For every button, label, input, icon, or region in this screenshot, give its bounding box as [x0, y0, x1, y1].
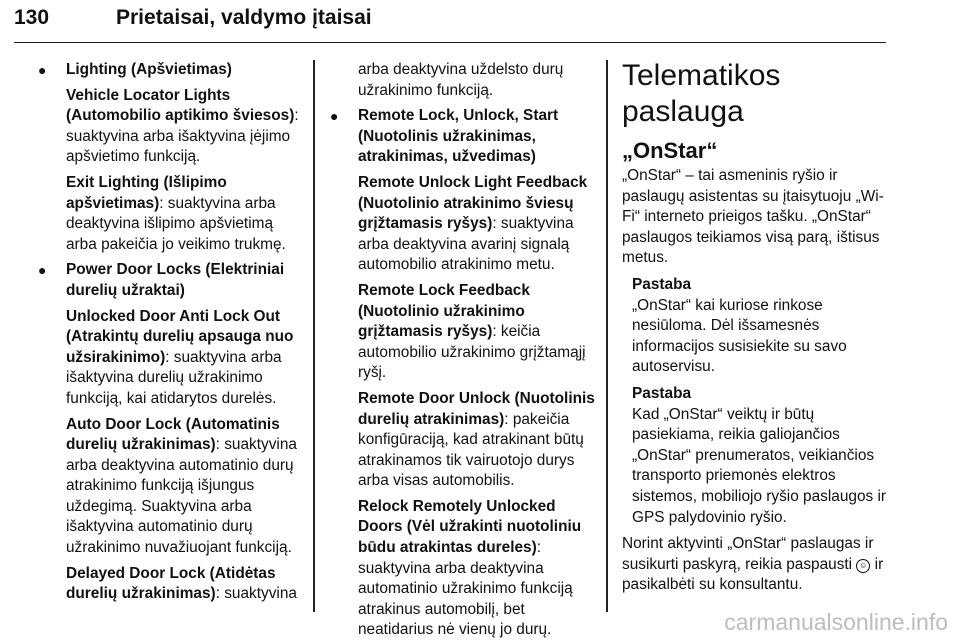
setting-description: : suaktyvina arba deaktyvina išlipimo apšvietimą arba pakeičia jo veikimo trukmę.	[66, 194, 286, 253]
note-text: „OnStar“ kai kuriose rinkose nesiūloma. Dėl išsamesnės informacijos susisiekite su savo autoservisu.	[632, 296, 847, 376]
page-title: Prietaisai, valdymo įtaisai	[116, 6, 372, 29]
item-title: Power Door Locks (Elektriniai durelių užraktai)	[66, 261, 285, 299]
setting-description: : suaktyvina arba deaktyvina avarinį signalą automobilio atrakinimo metu.	[358, 215, 574, 274]
bullet-icon: ●	[38, 262, 47, 279]
setting-name: Delayed Door Lock (Atidėtas durelių užrakinimas)	[66, 564, 276, 603]
setting-name: Remote Door Unlock (Nuotolinis durelių atrakinimas)	[358, 389, 595, 428]
note-block	[622, 275, 892, 378]
bullet-icon: ●	[330, 108, 339, 125]
bullet-icon: ●	[38, 62, 47, 78]
setting-paragraph	[358, 497, 598, 641]
setting-description: : suaktyvina	[215, 585, 297, 603]
setting-name: Remote Unlock Light Feedback (Nuotolinio atrakinimo šviesų grįžtamasis ryšys)	[358, 173, 588, 233]
setting-name: Exit Lighting (Išlipimo apšvietimas)	[66, 173, 227, 212]
subsection-title: „OnStar“	[622, 138, 718, 163]
column-right	[622, 60, 892, 596]
setting-description: : suaktyvina arba deaktyvina automatinio durų atrakinimo funkciją išjungus uždegimą. Suaktyvina arba išaktyvina automatinio durų užrakinimo nuvažiuojant funkciją.	[66, 436, 297, 557]
setting-description: : suaktyvina arba išaktyvina įėjimo apšvietimo funkciją.	[66, 107, 299, 166]
setting-paragraph	[66, 415, 308, 559]
watermark: carmanualsonline.info	[724, 609, 948, 635]
column-middle	[330, 60, 598, 641]
onstar-button-icon: ☺	[856, 559, 870, 573]
list-item-lighting	[38, 60, 308, 255]
note-heading: Pastaba	[632, 384, 692, 402]
setting-paragraph	[66, 173, 308, 255]
setting-description: : pakeičia konfigūraciją, kad atrakinant būtų atrakinamos tik vairuotojo durys arba visas automobilis.	[358, 410, 584, 490]
setting-name: Auto Door Lock (Automatinis durelių užrakinimas)	[66, 415, 280, 454]
setting-name: Relock Remotely Unlocked Doors (Vėl užrakinti nuotoliniu būdu atrakintas dureles)	[358, 497, 582, 557]
setting-description: : suaktyvina arba išaktyvina durelių užrakinimo funkciją, kai atidarytos durelės.	[66, 348, 282, 407]
setting-paragraph	[66, 307, 308, 410]
setting-paragraph	[66, 564, 308, 605]
continuation-text: arba deaktyvina uždelsto durų užrakinimo funkciją.	[358, 61, 564, 99]
page-number: 130	[14, 6, 50, 29]
closing-paragraph	[622, 534, 892, 596]
note-heading: Pastaba	[632, 275, 692, 293]
item-title: Lighting (Apšvietimas)	[66, 61, 232, 78]
column-divider	[313, 60, 315, 612]
closing-text: Norint aktyvinti „OnStar“ paslaugas ir susikurti paskyrą, reikia paspausti	[622, 535, 874, 573]
setting-description: : suaktyvina arba deaktyvina automatinio užrakinimo funkciją atrakinus automobilį, bet neatidarius nė vienų jo durų.	[358, 539, 573, 639]
closing-text: ir pasikalbėti su konsultantu.	[622, 555, 884, 594]
column-left	[38, 60, 308, 605]
setting-paragraph	[358, 281, 598, 384]
setting-name: Vehicle Locator Lights (Automobilio aptikimo šviesos)	[66, 86, 295, 125]
section-title: Telematikos paslauga	[622, 59, 781, 128]
list-item-power-locks	[38, 260, 308, 605]
setting-description: : keičia automobilio užrakinimo grįžtamąjį ryšį.	[358, 323, 586, 382]
column-divider	[606, 60, 608, 612]
setting-paragraph	[358, 173, 598, 276]
note-block	[622, 384, 892, 528]
setting-paragraph	[358, 389, 598, 492]
intro-paragraph: „OnStar“ – tai asmeninis ryšio ir paslaugų asistentas su įtaisytuoju „Wi-Fi“ interneto prieigos tašku. „OnStar“ paslaugos teikiamos visą parą, ištisus metus.	[622, 167, 884, 267]
item-title: Remote Lock, Unlock, Start (Nuotolinis užrakinimas, atrakinimas, užvedimas)	[358, 107, 559, 166]
list-item-remote	[330, 106, 598, 641]
setting-name: Remote Lock Feedback (Nuotolinio užrakinimo grįžtamasis ryšys)	[358, 281, 530, 341]
note-text: Kad „OnStar“ veiktų ir būtų pasiekiama, reikia galiojančios „OnStar“ prenumeratos, veikiančios transporto priemonės elektros sistemos, mobiliojo ryšio paslaugos ir GPS palydovinio ryšio.	[632, 405, 887, 526]
setting-name: Unlocked Door Anti Lock Out (Atrakintų durelių apsauga nuo užsirakinimo)	[66, 307, 294, 366]
setting-paragraph	[66, 86, 308, 168]
